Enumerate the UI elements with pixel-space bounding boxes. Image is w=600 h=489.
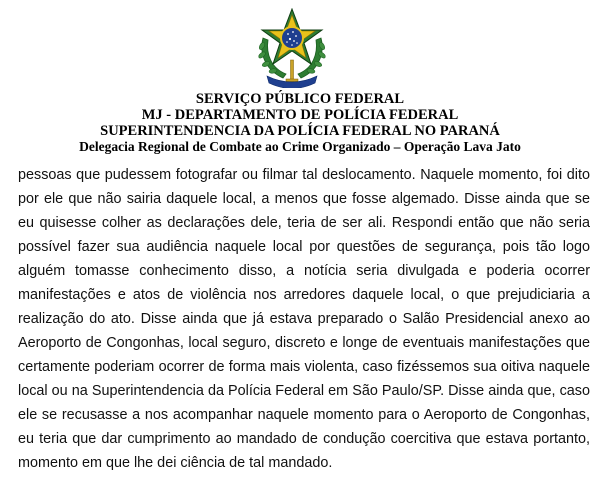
header-department: MJ - DEPARTAMENTO DE POLÍCIA FEDERAL — [141, 107, 459, 123]
body-line: alguém tomasse conhecimento disso, a notícia seria divulgada e poderia ocorrer — [18, 263, 590, 279]
body-line: Aeroporto de Congonhas, local seguro, discreto e longe de eventuais manifestações que — [18, 335, 590, 351]
body-line: eu quisesse colher as declarações dele, teria de ser ali. Respondi então que não seria — [18, 215, 590, 231]
body-line: realização do ato. Disse ainda que já estava preparado o Salão Presidencial anexo ao — [18, 311, 590, 327]
body-line: eu teria que dar cumprimento ao mandado de condução coercitiva que estava portanto, — [18, 431, 590, 447]
body-line: por ele que não sairia daquele local, a menos que fosse algemado. Disse ainda que se — [18, 191, 590, 207]
header-delegacy: Delegacia Regional de Combate ao Crime Organizado – Operação Lava Jato — [79, 139, 521, 154]
body-line: pessoas que pudessem fotografar ou filmar tal deslocamento. Naquele momento, foi dito — [18, 167, 590, 183]
body-line: momento em que lhe dei ciência de tal mandado. — [18, 455, 333, 471]
document-header — [0, 91, 600, 155]
header-superintendency: SUPERINTENDENCIA DA POLÍCIA FEDERAL NO PARANÁ — [100, 123, 500, 139]
body-line: manifestações e atos de violência nos arredores daquele local, o que prejudiciaria a — [18, 287, 590, 303]
body-line: certamente poderiam ocorrer de forma mais violenta, caso fizéssemos sua oitiva naquele — [18, 359, 590, 375]
header-service-title: SERVIÇO PÚBLICO FEDERAL — [195, 91, 405, 107]
body-line: possível fazer sua audiência naquele local por questões de segurança, pois tão logo — [18, 239, 590, 255]
body-line: ele se recusasse a nos acompanhar naquele momento para o Aeroporto de Congonhas, — [18, 407, 590, 423]
brazil-coat-of-arms-icon — [253, 8, 331, 88]
document-body — [18, 163, 590, 475]
body-line: local ou na Superintendencia da Polícia Federal em São Paulo/SP. Disse ainda que, caso — [18, 383, 590, 399]
